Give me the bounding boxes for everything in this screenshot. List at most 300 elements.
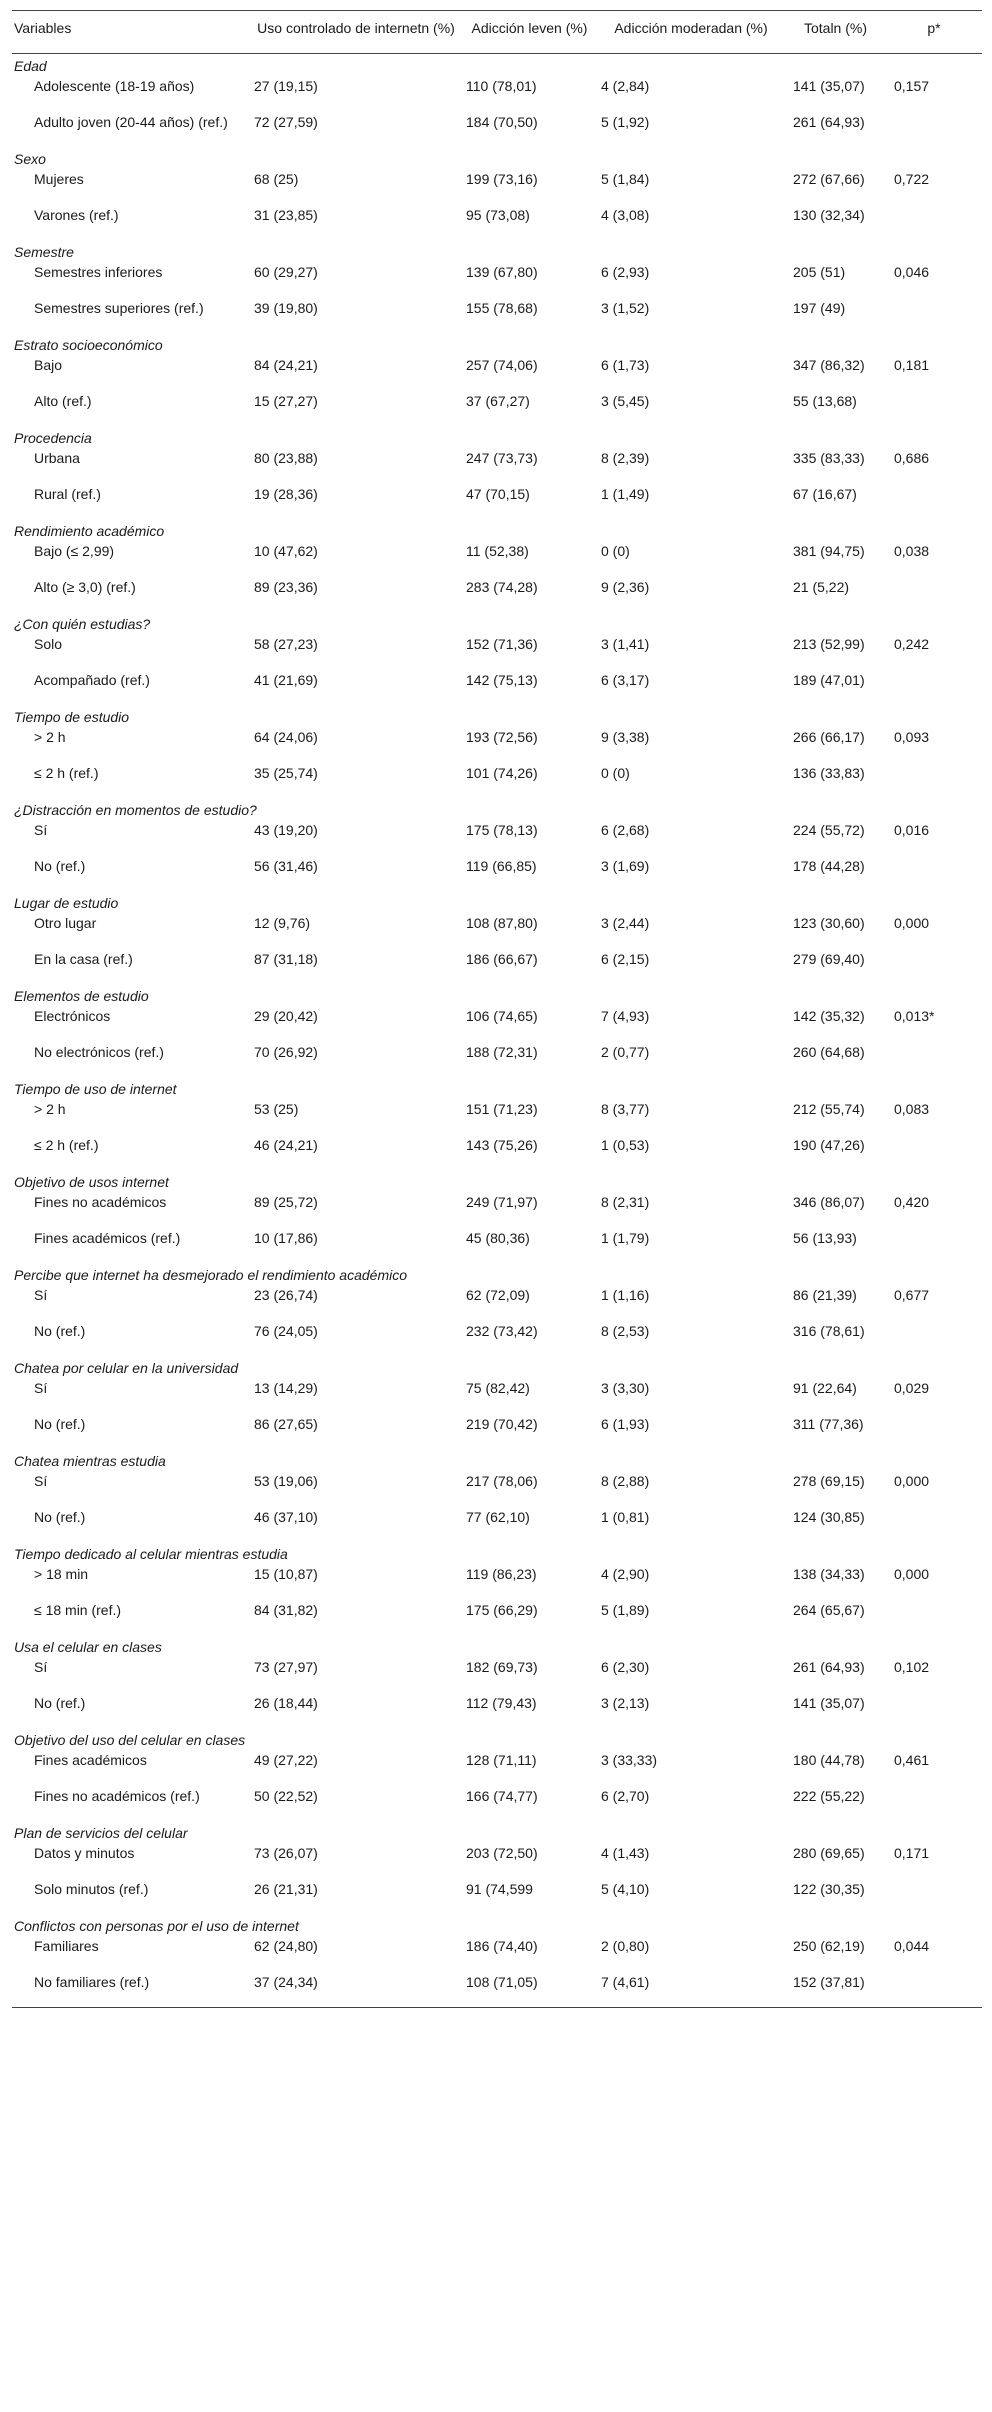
cell-adiccion-moderada: 8 (2,39) [601,450,650,466]
cell-p-empty [886,576,982,612]
cell-adiccion-moderada: 4 (1,43) [601,1845,650,1861]
cell-total: 278 (69,15) [793,1473,865,1489]
group-header-row [12,705,982,726]
cell-total: 136 (33,83) [793,765,865,781]
cell-uso-controlado: 80 (23,88) [254,450,318,466]
cell-total: 190 (47,26) [793,1137,865,1153]
cell-total: 142 (35,32) [793,1008,865,1024]
row-label: Familiares [34,1938,99,1954]
cell-adiccion-moderada: 4 (2,84) [601,78,650,94]
cell-adiccion-leve: 108 (87,80) [466,915,538,931]
cell-total: 67 (16,67) [793,486,857,502]
group-header-row [12,1449,982,1470]
table-row [12,1284,982,1320]
group-title: Tiempo de estudio [14,709,130,725]
cell-p-value: 0,000 [894,1566,930,1582]
group-header-row [12,1728,982,1749]
row-label: Alto (ref.) [34,393,92,409]
cell-adiccion-leve: 283 (74,28) [466,579,538,595]
row-label: Alto (≥ 3,0) (ref.) [34,579,136,595]
table-header [12,11,982,54]
results-table [12,10,982,2008]
cell-adiccion-leve: 128 (71,11) [466,1752,537,1768]
cell-adiccion-moderada: 1 (1,49) [601,486,650,502]
cell-p-value: 0,722 [894,171,930,187]
cell-adiccion-moderada: 1 (1,16) [601,1287,650,1303]
cell-uso-controlado: 46 (24,21) [254,1137,318,1153]
row-label: Fines no académicos [34,1194,167,1210]
cell-total: 180 (44,78) [793,1752,865,1768]
row-label: Datos y minutos [34,1845,135,1861]
cell-p-value: 0,093 [894,729,930,745]
table-row [12,483,982,519]
row-label: Semestres superiores (ref.) [34,300,204,316]
row-label: No (ref.) [34,1323,86,1339]
cell-adiccion-leve: 119 (66,85) [466,858,537,874]
group-header-row [12,612,982,633]
cell-adiccion-leve: 184 (70,50) [466,114,538,130]
cell-p-empty [886,111,982,147]
group-title: Lugar de estudio [14,895,119,911]
cell-uso-controlado: 60 (29,27) [254,264,318,280]
cell-adiccion-moderada: 9 (3,38) [601,729,650,745]
cell-adiccion-leve: 37 (67,27) [466,393,530,409]
cell-p-value: 0,046 [894,264,930,280]
cell-uso-controlado: 35 (25,74) [254,765,318,781]
cell-total: 272 (67,66) [793,171,865,187]
cell-adiccion-leve: 186 (74,40) [466,1938,538,1954]
row-label: No electrónicos (ref.) [34,1044,164,1060]
group-title: Elementos de estudio [14,988,149,1004]
table-row [12,762,982,798]
table-row [12,1191,982,1227]
cell-adiccion-leve: 188 (72,31) [466,1044,538,1060]
cell-adiccion-moderada: 6 (1,73) [601,357,650,373]
cell-p-value: 0,083 [894,1101,930,1117]
cell-adiccion-moderada: 8 (3,77) [601,1101,650,1117]
cell-total: 130 (32,34) [793,207,865,223]
cell-adiccion-leve: 142 (75,13) [466,672,538,688]
table-row [12,1227,982,1263]
cell-total: 56 (13,93) [793,1230,857,1246]
cell-p-empty [886,1599,982,1635]
cell-p-empty [886,1878,982,1914]
group-title: Tiempo dedicado al celular mientras estudia [14,1546,288,1562]
cell-adiccion-leve: 110 (78,01) [466,78,537,94]
cell-uso-controlado: 46 (37,10) [254,1509,318,1525]
cell-adiccion-moderada: 0 (0) [601,765,630,781]
cell-p-value: 0,102 [894,1659,930,1675]
table-row [12,633,982,669]
cell-adiccion-leve: 247 (73,73) [466,450,538,466]
cell-adiccion-moderada: 2 (0,77) [601,1044,650,1060]
table-row [12,1692,982,1728]
table-row [12,168,982,204]
table-row [12,390,982,426]
cell-adiccion-moderada: 6 (3,17) [601,672,650,688]
cell-adiccion-moderada: 3 (1,41) [601,636,650,652]
cell-adiccion-leve: 219 (70,42) [466,1416,538,1432]
cell-total: 381 (94,75) [793,543,865,559]
cell-adiccion-moderada: 3 (5,45) [601,393,650,409]
cell-p-empty [886,297,982,333]
group-title: Procedencia [14,430,92,446]
cell-uso-controlado: 26 (21,31) [254,1881,318,1897]
cell-uso-controlado: 64 (24,06) [254,729,318,745]
cell-p-empty [886,1134,982,1170]
cell-adiccion-leve: 77 (62,10) [466,1509,530,1525]
cell-adiccion-leve: 101 (74,26) [466,765,538,781]
cell-adiccion-moderada: 6 (2,15) [601,951,650,967]
group-header-row [12,891,982,912]
cell-total: 261 (64,93) [793,1659,865,1675]
cell-p-empty [886,1227,982,1263]
group-header-row [12,1356,982,1377]
cell-total: 55 (13,68) [793,393,857,409]
row-label: Solo [34,636,63,652]
cell-p-empty [886,1413,982,1449]
cell-adiccion-leve: 95 (73,08) [466,207,530,223]
cell-adiccion-leve: 62 (72,09) [466,1287,530,1303]
table-row [12,1041,982,1077]
table-row [12,297,982,333]
cell-p-empty [886,1041,982,1077]
cell-p-value: 0,013* [894,1008,935,1024]
row-label: Fines académicos [34,1752,147,1768]
group-header-row [12,1821,982,1842]
cell-adiccion-moderada: 6 (2,93) [601,264,650,280]
table-row [12,576,982,612]
cell-p-empty [886,204,982,240]
header-adiccion-moderada: Adicción moderadan (%) [614,20,768,36]
table-row [12,1971,982,2007]
cell-total: 212 (55,74) [793,1101,865,1117]
row-label: No (ref.) [34,1509,86,1525]
cell-adiccion-moderada: 7 (4,61) [601,1974,650,1990]
cell-p-empty [886,1506,982,1542]
group-title: Conflictos con personas por el uso de internet [14,1918,299,1934]
cell-total: 205 (51) [793,264,846,280]
cell-total: 122 (30,35) [793,1881,865,1897]
cell-adiccion-leve: 217 (78,06) [466,1473,538,1489]
row-label: ≤ 2 h (ref.) [34,765,99,781]
cell-uso-controlado: 13 (14,29) [254,1380,318,1396]
cell-uso-controlado: 31 (23,85) [254,207,318,223]
cell-total: 138 (34,33) [793,1566,865,1582]
group-header-row [12,1077,982,1098]
cell-total: 347 (86,32) [793,357,865,373]
cell-adiccion-moderada: 1 (1,79) [601,1230,650,1246]
row-label: Sí [34,1473,48,1489]
cell-total: 178 (44,28) [793,858,865,874]
group-title: Plan de servicios del celular [14,1825,188,1841]
group-title: Semestre [14,244,74,260]
row-label: Urbana [34,450,80,466]
group-header-row [12,147,982,168]
table-row [12,912,982,948]
cell-total: 346 (86,07) [793,1194,865,1210]
table-row [12,1842,982,1878]
group-title: Usa el celular en clases [14,1639,162,1655]
table-row [12,1320,982,1356]
cell-adiccion-leve: 11 (52,38) [466,543,529,559]
table-row [12,855,982,891]
cell-p-value: 0,677 [894,1287,930,1303]
group-header-row [12,984,982,1005]
table-row [12,75,982,111]
cell-uso-controlado: 86 (27,65) [254,1416,318,1432]
group-header-row [12,1263,982,1284]
cell-p-empty [886,1692,982,1728]
row-label: Varones (ref.) [34,207,119,223]
cell-uso-controlado: 53 (19,06) [254,1473,318,1489]
cell-adiccion-leve: 139 (67,80) [466,264,538,280]
cell-adiccion-moderada: 9 (2,36) [601,579,650,595]
cell-uso-controlado: 84 (31,82) [254,1602,318,1618]
table-row [12,948,982,984]
table-row [12,111,982,147]
row-label: ≤ 2 h (ref.) [34,1137,99,1153]
group-header-row [12,1635,982,1656]
cell-p-empty [886,762,982,798]
row-label: Sí [34,1659,48,1675]
cell-adiccion-moderada: 3 (2,44) [601,915,650,931]
cell-uso-controlado: 58 (27,23) [254,636,318,652]
cell-p-value: 0,000 [894,915,930,931]
table-row [12,1935,982,1971]
row-label: > 2 h [34,1101,66,1117]
cell-total: 250 (62,19) [793,1938,865,1954]
table-row [12,726,982,762]
cell-adiccion-moderada: 2 (0,80) [601,1938,650,1954]
table-row [12,261,982,297]
cell-adiccion-moderada: 5 (4,10) [601,1881,650,1897]
group-header-row [12,798,982,819]
cell-total: 335 (83,33) [793,450,865,466]
group-header-row [12,1170,982,1191]
cell-uso-controlado: 10 (17,86) [254,1230,318,1246]
row-label: Bajo (≤ 2,99) [34,543,115,559]
cell-adiccion-leve: 257 (74,06) [466,357,538,373]
row-label: Fines no académicos (ref.) [34,1788,200,1804]
cell-uso-controlado: 23 (26,74) [254,1287,318,1303]
cell-adiccion-leve: 91 (74,599 [466,1881,533,1897]
row-label: No (ref.) [34,858,86,874]
group-header-row [12,1542,982,1563]
cell-adiccion-moderada: 5 (1,89) [601,1602,650,1618]
row-label: No (ref.) [34,1695,86,1711]
cell-uso-controlado: 89 (23,36) [254,579,318,595]
group-title: Estrato socioeconómico [14,337,163,353]
cell-p-value: 0,181 [894,357,930,373]
table-row [12,1563,982,1599]
cell-p-empty [886,1785,982,1821]
row-label: Sí [34,1287,48,1303]
cell-adiccion-leve: 199 (73,16) [466,171,538,187]
header-row [12,11,982,54]
cell-p-empty [886,1320,982,1356]
row-label: En la casa (ref.) [34,951,133,967]
cell-total: 152 (37,81) [793,1974,865,1990]
cell-p-value: 0,461 [894,1752,930,1768]
cell-uso-controlado: 62 (24,80) [254,1938,318,1954]
table-row [12,1878,982,1914]
cell-total: 189 (47,01) [793,672,865,688]
cell-adiccion-leve: 186 (66,67) [466,951,538,967]
cell-total: 124 (30,85) [793,1509,865,1525]
cell-adiccion-leve: 155 (78,68) [466,300,538,316]
group-title: Tiempo de uso de internet [14,1081,177,1097]
cell-adiccion-leve: 112 (79,43) [466,1695,537,1711]
cell-total: 86 (21,39) [793,1287,857,1303]
cell-adiccion-leve: 143 (75,26) [466,1137,538,1153]
table-row [12,1005,982,1041]
cell-total: 316 (78,61) [793,1323,865,1339]
cell-uso-controlado: 72 (27,59) [254,114,318,130]
cell-adiccion-leve: 249 (71,97) [466,1194,538,1210]
cell-adiccion-moderada: 6 (2,70) [601,1788,650,1804]
table-row [12,1098,982,1134]
cell-uso-controlado: 87 (31,18) [254,951,318,967]
cell-p-empty [886,855,982,891]
cell-total: 311 (77,36) [793,1416,864,1432]
table-row [12,1599,982,1635]
cell-adiccion-leve: 151 (71,23) [466,1101,538,1117]
cell-p-empty [886,483,982,519]
group-title: Rendimiento académico [14,523,165,539]
cell-uso-controlado: 41 (21,69) [254,672,318,688]
cell-adiccion-moderada: 1 (0,53) [601,1137,650,1153]
cell-total: 224 (55,72) [793,822,865,838]
cell-p-empty [886,1971,982,2007]
cell-adiccion-moderada: 3 (1,52) [601,300,650,316]
row-label: Sí [34,1380,48,1396]
row-label: > 2 h [34,729,66,745]
cell-adiccion-leve: 106 (74,65) [466,1008,538,1024]
row-label: No familiares (ref.) [34,1974,150,1990]
cell-adiccion-moderada: 8 (2,53) [601,1323,650,1339]
cell-adiccion-leve: 108 (71,05) [466,1974,538,1990]
table-row [12,1749,982,1785]
cell-adiccion-moderada: 3 (2,13) [601,1695,650,1711]
cell-adiccion-moderada: 8 (2,88) [601,1473,650,1489]
group-header-row [12,519,982,540]
row-label: Solo minutos (ref.) [34,1881,149,1897]
cell-uso-controlado: 26 (18,44) [254,1695,318,1711]
header-total: Totaln (%) [803,20,868,36]
cell-adiccion-moderada: 6 (2,68) [601,822,650,838]
cell-total: 213 (52,99) [793,636,865,652]
table-body [12,54,982,2008]
cell-total: 264 (65,67) [793,1602,865,1618]
cell-p-value: 0,157 [894,78,930,94]
row-label: Otro lugar [34,915,97,931]
cell-uso-controlado: 70 (26,92) [254,1044,318,1060]
cell-adiccion-leve: 45 (80,36) [466,1230,530,1246]
cell-uso-controlado: 43 (19,20) [254,822,318,838]
cell-p-empty [886,669,982,705]
row-label: Electrónicos [34,1008,111,1024]
cell-uso-controlado: 73 (26,07) [254,1845,318,1861]
cell-adiccion-moderada: 1 (0,81) [601,1509,650,1525]
group-title: ¿Con quién estudias? [14,616,151,632]
cell-p-value: 0,029 [894,1380,930,1396]
cell-uso-controlado: 68 (25) [254,171,299,187]
header-p-value: p* [927,20,941,36]
table-row [12,819,982,855]
cell-adiccion-leve: 75 (82,42) [466,1380,530,1396]
cell-uso-controlado: 15 (10,87) [254,1566,318,1582]
table-row [12,204,982,240]
table-row [12,447,982,483]
cell-total: 222 (55,22) [793,1788,865,1804]
cell-total: 141 (35,07) [793,1695,865,1711]
cell-adiccion-leve: 166 (74,77) [466,1788,538,1804]
cell-uso-controlado: 15 (27,27) [254,393,318,409]
cell-p-empty [886,390,982,426]
header-adiccion-leve: Adicción leven (%) [471,20,588,36]
cell-uso-controlado: 53 (25) [254,1101,299,1117]
table-row [12,669,982,705]
cell-uso-controlado: 29 (20,42) [254,1008,318,1024]
cell-total: 141 (35,07) [793,78,865,94]
cell-uso-controlado: 10 (47,62) [254,543,318,559]
cell-total: 21 (5,22) [793,579,850,595]
cell-adiccion-leve: 152 (71,36) [466,636,538,652]
cell-adiccion-leve: 175 (78,13) [466,822,538,838]
cell-adiccion-moderada: 3 (33,33) [601,1752,658,1768]
group-header-row [12,333,982,354]
cell-uso-controlado: 76 (24,05) [254,1323,318,1339]
cell-adiccion-moderada: 3 (1,69) [601,858,650,874]
cell-total: 123 (30,60) [793,915,865,931]
cell-adiccion-leve: 47 (70,15) [466,486,530,502]
cell-total: 280 (69,65) [793,1845,865,1861]
group-header-row [12,1914,982,1935]
cell-total: 197 (49) [793,300,846,316]
cell-adiccion-moderada: 3 (3,30) [601,1380,650,1396]
table-row [12,1134,982,1170]
cell-uso-controlado: 84 (24,21) [254,357,318,373]
row-label: Adolescente (18-19 años) [34,78,195,94]
row-label: ≤ 18 min (ref.) [34,1602,122,1618]
group-title: Sexo [14,151,46,167]
cell-uso-controlado: 12 (9,76) [254,915,311,931]
row-label: Fines académicos (ref.) [34,1230,181,1246]
cell-adiccion-leve: 193 (72,56) [466,729,538,745]
header-variables: Variables [14,20,72,36]
row-label: Sí [34,822,48,838]
cell-total: 91 (22,64) [793,1380,857,1396]
header-uso-controlado: Uso controlado de internetn (%) [257,20,455,36]
cell-uso-controlado: 39 (19,80) [254,300,318,316]
cell-total: 260 (64,68) [793,1044,865,1060]
cell-adiccion-moderada: 6 (2,30) [601,1659,650,1675]
cell-uso-controlado: 49 (27,22) [254,1752,318,1768]
table-row [12,1785,982,1821]
cell-p-value: 0,044 [894,1938,930,1954]
cell-total: 266 (66,17) [793,729,865,745]
row-label: > 18 min [34,1566,89,1582]
cell-uso-controlado: 89 (25,72) [254,1194,318,1210]
cell-adiccion-moderada: 6 (1,93) [601,1416,650,1432]
cell-adiccion-moderada: 4 (3,08) [601,207,650,223]
cell-p-value: 0,171 [894,1845,930,1861]
row-label: Bajo [34,357,63,373]
group-title: ¿Distracción en momentos de estudio? [14,802,257,818]
cell-uso-controlado: 19 (28,36) [254,486,318,502]
table-row [12,354,982,390]
